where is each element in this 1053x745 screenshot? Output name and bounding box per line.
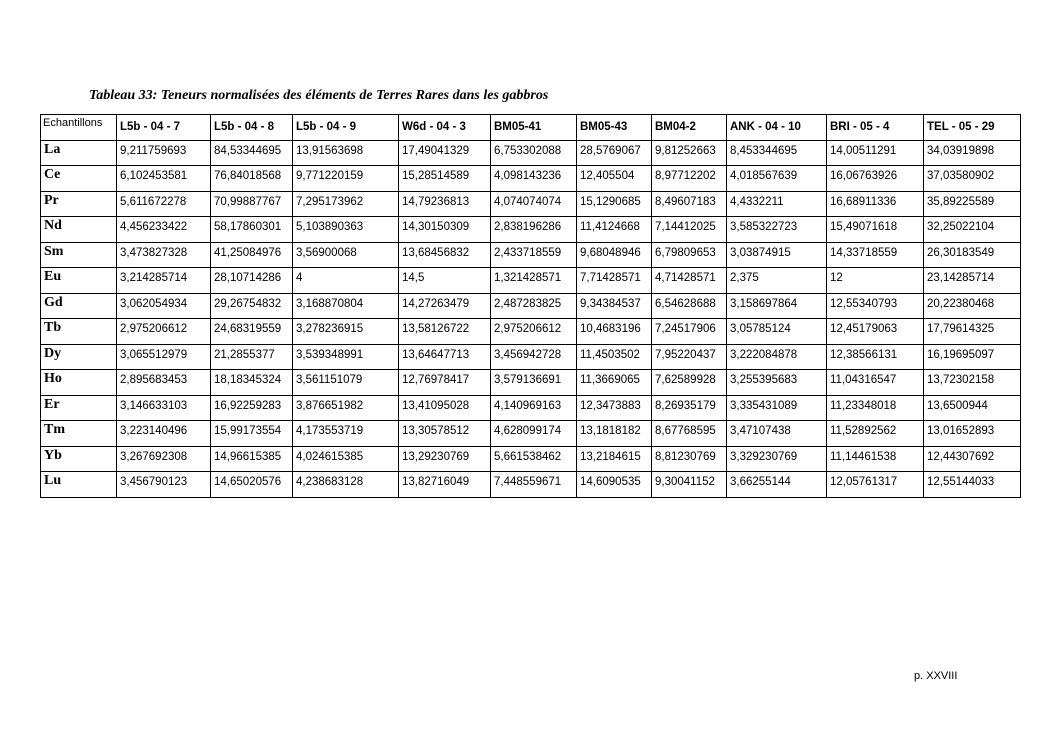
table-cell: 9,211759693 bbox=[117, 140, 211, 166]
column-header: L5b - 04 - 9 bbox=[293, 115, 399, 141]
table-cell: 3,03874915 bbox=[727, 242, 827, 268]
column-header: BM05-41 bbox=[491, 115, 577, 141]
table-cell: 3,47107438 bbox=[727, 421, 827, 447]
table-cell: 12 bbox=[827, 268, 924, 294]
row-header-element: Eu bbox=[41, 268, 117, 294]
table-cell: 9,34384537 bbox=[577, 293, 652, 319]
column-header-samples: Echantillons bbox=[41, 115, 117, 141]
table-cell: 2,975206612 bbox=[117, 319, 211, 345]
table-cell: 4,628099174 bbox=[491, 421, 577, 447]
table-cell: 3,876651982 bbox=[293, 395, 399, 421]
table-cell: 13,30578512 bbox=[399, 421, 491, 447]
table-cell: 2,975206612 bbox=[491, 319, 577, 345]
table-cell: 3,56900068 bbox=[293, 242, 399, 268]
table-cell: 16,92259283 bbox=[211, 395, 293, 421]
table-cell: 3,456790123 bbox=[117, 472, 211, 498]
table-cell: 13,91563698 bbox=[293, 140, 399, 166]
table-cell: 15,99173554 bbox=[211, 421, 293, 447]
table-cell: 7,295173962 bbox=[293, 191, 399, 217]
table-cell: 32,25022104 bbox=[924, 217, 1021, 243]
table-cell: 4,024615385 bbox=[293, 446, 399, 472]
table-cell: 16,19695097 bbox=[924, 344, 1021, 370]
table-cell: 11,04316547 bbox=[827, 370, 924, 396]
table-cell: 2,375 bbox=[727, 268, 827, 294]
table-cell: 28,10714286 bbox=[211, 268, 293, 294]
table-cell: 14,5 bbox=[399, 268, 491, 294]
table-cell: 35,89225589 bbox=[924, 191, 1021, 217]
table-cell: 14,6090535 bbox=[577, 472, 652, 498]
table-cell: 23,14285714 bbox=[924, 268, 1021, 294]
table-cell: 8,49607183 bbox=[652, 191, 727, 217]
table-cell: 13,41095028 bbox=[399, 395, 491, 421]
table-cell: 13,72302158 bbox=[924, 370, 1021, 396]
table-cell: 14,65020576 bbox=[211, 472, 293, 498]
table-cell: 3,214285714 bbox=[117, 268, 211, 294]
row-header-element: Gd bbox=[41, 293, 117, 319]
table-row bbox=[41, 293, 1021, 319]
table-cell: 4,098143236 bbox=[491, 166, 577, 192]
row-header-element: Ho bbox=[41, 370, 117, 396]
column-header: L5b - 04 - 7 bbox=[117, 115, 211, 141]
table-cell: 3,168870804 bbox=[293, 293, 399, 319]
table-row bbox=[41, 395, 1021, 421]
table-cell: 3,255395683 bbox=[727, 370, 827, 396]
table-cell: 3,146633103 bbox=[117, 395, 211, 421]
row-header-element: Lu bbox=[41, 472, 117, 498]
row-header-element: Pr bbox=[41, 191, 117, 217]
table-cell: 4 bbox=[293, 268, 399, 294]
table-cell: 6,54628688 bbox=[652, 293, 727, 319]
table-cell: 12,55340793 bbox=[827, 293, 924, 319]
table-cell: 14,00511291 bbox=[827, 140, 924, 166]
table-cell: 3,267692308 bbox=[117, 446, 211, 472]
table-row bbox=[41, 166, 1021, 192]
column-header: BM05-43 bbox=[577, 115, 652, 141]
table-cell: 26,30183549 bbox=[924, 242, 1021, 268]
table-cell: 11,4503502 bbox=[577, 344, 652, 370]
row-header-element: Ce bbox=[41, 166, 117, 192]
table-cell: 37,03580902 bbox=[924, 166, 1021, 192]
table-cell: 7,71428571 bbox=[577, 268, 652, 294]
column-header: TEL - 05 - 29 bbox=[924, 115, 1021, 141]
table-cell: 7,14412025 bbox=[652, 217, 727, 243]
table-cell: 4,140969163 bbox=[491, 395, 577, 421]
table-cell: 9,68048946 bbox=[577, 242, 652, 268]
table-row bbox=[41, 344, 1021, 370]
table-cell: 15,1290685 bbox=[577, 191, 652, 217]
table-cell: 4,018567639 bbox=[727, 166, 827, 192]
table-cell: 2,895683453 bbox=[117, 370, 211, 396]
table-cell: 13,58126722 bbox=[399, 319, 491, 345]
page-number: p. XXVIII bbox=[914, 670, 958, 682]
table-cell: 15,28514589 bbox=[399, 166, 491, 192]
table-cell: 16,06763926 bbox=[827, 166, 924, 192]
table-cell: 3,335431089 bbox=[727, 395, 827, 421]
table-cell: 4,074074074 bbox=[491, 191, 577, 217]
table-cell: 13,2184615 bbox=[577, 446, 652, 472]
table-cell: 14,96615385 bbox=[211, 446, 293, 472]
table-row bbox=[41, 421, 1021, 447]
table-cell: 5,661538462 bbox=[491, 446, 577, 472]
table-cell: 13,82716049 bbox=[399, 472, 491, 498]
table-cell: 9,771220159 bbox=[293, 166, 399, 192]
table-cell: 15,49071618 bbox=[827, 217, 924, 243]
table-cell: 6,753302088 bbox=[491, 140, 577, 166]
table-row bbox=[41, 242, 1021, 268]
table-cell: 1,321428571 bbox=[491, 268, 577, 294]
table-cell: 5,611672278 bbox=[117, 191, 211, 217]
column-header: BRI - 05 - 4 bbox=[827, 115, 924, 141]
table-cell: 34,03919898 bbox=[924, 140, 1021, 166]
table-cell: 2,487283825 bbox=[491, 293, 577, 319]
table-cell: 14,79236813 bbox=[399, 191, 491, 217]
table-cell: 9,30041152 bbox=[652, 472, 727, 498]
table-cell: 8,453344695 bbox=[727, 140, 827, 166]
column-header: ANK - 04 - 10 bbox=[727, 115, 827, 141]
table-cell: 3,278236915 bbox=[293, 319, 399, 345]
table-cell: 17,79614325 bbox=[924, 319, 1021, 345]
table-cell: 12,405504 bbox=[577, 166, 652, 192]
table-cell: 3,585322723 bbox=[727, 217, 827, 243]
table-cell: 2,838196286 bbox=[491, 217, 577, 243]
table-cell: 12,44307692 bbox=[924, 446, 1021, 472]
table-row bbox=[41, 319, 1021, 345]
table-cell: 8,26935179 bbox=[652, 395, 727, 421]
table-cell: 11,23348018 bbox=[827, 395, 924, 421]
table-cell: 7,95220437 bbox=[652, 344, 727, 370]
table-cell: 70,99887767 bbox=[211, 191, 293, 217]
row-header-element: Tb bbox=[41, 319, 117, 345]
table-row bbox=[41, 140, 1021, 166]
table-cell: 21,2855377 bbox=[211, 344, 293, 370]
table-caption: Tableau 33: Teneurs normalisées des éléments de Terres Rares dans les gabbros bbox=[89, 88, 549, 103]
table-cell: 3,065512979 bbox=[117, 344, 211, 370]
table-cell: 41,25084976 bbox=[211, 242, 293, 268]
table-cell: 3,561151079 bbox=[293, 370, 399, 396]
table-cell: 20,22380468 bbox=[924, 293, 1021, 319]
table-cell: 4,4332211 bbox=[727, 191, 827, 217]
table-cell: 18,18345324 bbox=[211, 370, 293, 396]
table-cell: 11,14461538 bbox=[827, 446, 924, 472]
table-cell: 76,84018568 bbox=[211, 166, 293, 192]
table-row bbox=[41, 472, 1021, 498]
table-cell: 4,173553719 bbox=[293, 421, 399, 447]
table-cell: 13,64647713 bbox=[399, 344, 491, 370]
table-cell: 3,062054934 bbox=[117, 293, 211, 319]
table-cell: 10,4683196 bbox=[577, 319, 652, 345]
row-header-element: Yb bbox=[41, 446, 117, 472]
table-cell: 3,473827328 bbox=[117, 242, 211, 268]
table-cell: 14,27263479 bbox=[399, 293, 491, 319]
rare-earth-table bbox=[40, 114, 1021, 498]
table-cell: 7,24517906 bbox=[652, 319, 727, 345]
table-cell: 13,6500944 bbox=[924, 395, 1021, 421]
table-cell: 13,29230769 bbox=[399, 446, 491, 472]
row-header-element: La bbox=[41, 140, 117, 166]
table-body bbox=[41, 140, 1021, 497]
table-cell: 13,01652893 bbox=[924, 421, 1021, 447]
row-header-element: Er bbox=[41, 395, 117, 421]
table-row bbox=[41, 370, 1021, 396]
table-cell: 6,79809653 bbox=[652, 242, 727, 268]
table-cell: 28,5769067 bbox=[577, 140, 652, 166]
table-cell: 12,3473883 bbox=[577, 395, 652, 421]
table-cell: 5,103890363 bbox=[293, 217, 399, 243]
table-cell: 12,55144033 bbox=[924, 472, 1021, 498]
table-cell: 4,238683128 bbox=[293, 472, 399, 498]
table-cell: 3,539348991 bbox=[293, 344, 399, 370]
table-cell: 4,71428571 bbox=[652, 268, 727, 294]
table-cell: 3,579136691 bbox=[491, 370, 577, 396]
table-cell: 2,433718559 bbox=[491, 242, 577, 268]
column-header: W6d - 04 - 3 bbox=[399, 115, 491, 141]
row-header-element: Sm bbox=[41, 242, 117, 268]
table-cell: 12,76978417 bbox=[399, 370, 491, 396]
table-cell: 3,456942728 bbox=[491, 344, 577, 370]
row-header-element: Dy bbox=[41, 344, 117, 370]
table-cell: 7,62589928 bbox=[652, 370, 727, 396]
table-row bbox=[41, 191, 1021, 217]
table-cell: 8,81230769 bbox=[652, 446, 727, 472]
table-header-row bbox=[41, 115, 1021, 141]
table-row bbox=[41, 446, 1021, 472]
table-cell: 13,68456832 bbox=[399, 242, 491, 268]
table-cell: 16,68911336 bbox=[827, 191, 924, 217]
row-header-element: Tm bbox=[41, 421, 117, 447]
table-cell: 3,66255144 bbox=[727, 472, 827, 498]
table-cell: 17,49041329 bbox=[399, 140, 491, 166]
table-cell: 6,102453581 bbox=[117, 166, 211, 192]
table-cell: 12,38566131 bbox=[827, 344, 924, 370]
table-cell: 13,1818182 bbox=[577, 421, 652, 447]
table-row bbox=[41, 268, 1021, 294]
table-cell: 4,456233422 bbox=[117, 217, 211, 243]
table-cell: 12,45179063 bbox=[827, 319, 924, 345]
table-cell: 3,222084878 bbox=[727, 344, 827, 370]
table-cell: 11,4124668 bbox=[577, 217, 652, 243]
table-cell: 11,3669065 bbox=[577, 370, 652, 396]
table-cell: 8,67768595 bbox=[652, 421, 727, 447]
table-row bbox=[41, 217, 1021, 243]
table-cell: 3,223140496 bbox=[117, 421, 211, 447]
table-cell: 8,97712202 bbox=[652, 166, 727, 192]
table-cell: 3,158697864 bbox=[727, 293, 827, 319]
table-cell: 3,329230769 bbox=[727, 446, 827, 472]
table-cell: 9,81252663 bbox=[652, 140, 727, 166]
table-cell: 3,05785124 bbox=[727, 319, 827, 345]
table-cell: 12,05761317 bbox=[827, 472, 924, 498]
table-cell: 14,33718559 bbox=[827, 242, 924, 268]
table-cell: 29,26754832 bbox=[211, 293, 293, 319]
column-header: BM04-2 bbox=[652, 115, 727, 141]
column-header: L5b - 04 - 8 bbox=[211, 115, 293, 141]
table-cell: 14,30150309 bbox=[399, 217, 491, 243]
table-cell: 7,448559671 bbox=[491, 472, 577, 498]
table-cell: 58,17860301 bbox=[211, 217, 293, 243]
table-cell: 84,53344695 bbox=[211, 140, 293, 166]
table-cell: 24,68319559 bbox=[211, 319, 293, 345]
table-cell: 11,52892562 bbox=[827, 421, 924, 447]
row-header-element: Nd bbox=[41, 217, 117, 243]
